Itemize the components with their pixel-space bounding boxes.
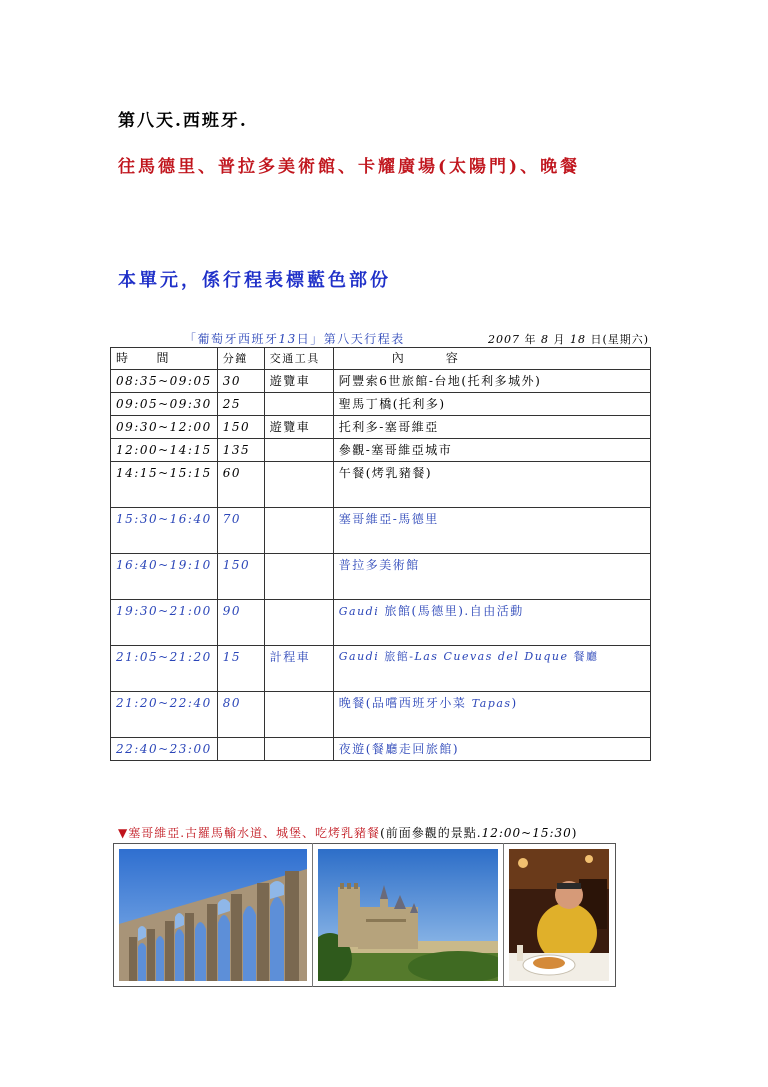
caption-close: ) — [571, 826, 578, 840]
table-row — [111, 370, 651, 393]
table-header-row — [111, 348, 651, 370]
content-restaurant: 餐廳 — [573, 650, 599, 663]
content-gaudi: Gaudi — [338, 650, 380, 663]
content-restaurant-name: Las Cuevas del Duque — [414, 650, 569, 663]
cell-transport: 計程車 — [264, 646, 333, 692]
date-year-char: 年 — [524, 333, 537, 346]
cell-transport — [264, 393, 333, 416]
date-month: 8 — [541, 333, 549, 346]
cell-content: 午餐(烤乳豬餐) — [333, 462, 650, 508]
cell-time: 21:05~21:20 — [111, 646, 218, 692]
cell-content — [333, 646, 650, 692]
cell-transport — [264, 600, 333, 646]
cell-minutes: 150 — [217, 416, 264, 439]
content-gaudi: Gaudi — [338, 605, 380, 618]
table-row — [111, 416, 651, 439]
cell-content: 參觀-塞哥維亞城市 — [333, 439, 650, 462]
castle-photo — [318, 849, 498, 981]
table-row — [111, 554, 651, 600]
header-content: 內 容 — [333, 348, 650, 370]
cell-transport — [264, 554, 333, 600]
table-row — [111, 393, 651, 416]
schedule-title-days: 13 — [278, 332, 297, 346]
table-row — [111, 439, 651, 462]
day-title: 第八天.西班牙. — [118, 111, 248, 131]
table-row — [111, 600, 651, 646]
table-row — [111, 508, 651, 554]
cell-content: 夜遊(餐廳走回旅館) — [333, 738, 650, 761]
cell-time: 14:15~15:15 — [111, 462, 218, 508]
cell-transport: 遊覽車 — [264, 416, 333, 439]
cell-minutes: 90 — [217, 600, 264, 646]
schedule-date — [488, 331, 649, 347]
cell-content — [333, 600, 650, 646]
cell-minutes: 15 — [217, 646, 264, 692]
cell-content — [333, 692, 650, 738]
cell-time: 12:00~14:15 — [111, 439, 218, 462]
cell-time: 08:35~09:05 — [111, 370, 218, 393]
cell-minutes: 60 — [217, 462, 264, 508]
schedule-title — [184, 330, 405, 347]
cell-transport — [264, 508, 333, 554]
cell-content: 普拉多美術館 — [333, 554, 650, 600]
cell-minutes: 80 — [217, 692, 264, 738]
date-tail: 日(星期六) — [590, 333, 650, 346]
route-heading: 往馬德里、普拉多美術館、卡耀廣場(太陽門)、晚餐 — [118, 157, 581, 177]
cell-transport — [264, 738, 333, 761]
cell-time: 22:40~23:00 — [111, 738, 218, 761]
cell-time: 09:30~12:00 — [111, 416, 218, 439]
schedule-table — [110, 347, 651, 761]
photo-caption — [118, 824, 577, 841]
cell-content: 塞哥維亞-馬德里 — [333, 508, 650, 554]
header-transport: 交通工具 — [264, 348, 333, 370]
cell-minutes: 25 — [217, 393, 264, 416]
cell-minutes: 70 — [217, 508, 264, 554]
cell-time: 09:05~09:30 — [111, 393, 218, 416]
caption-black: (前面參觀的景點. — [380, 826, 482, 840]
cell-time: 19:30~21:00 — [111, 600, 218, 646]
date-day: 18 — [570, 333, 586, 346]
table-row — [111, 646, 651, 692]
cell-minutes — [217, 738, 264, 761]
schedule-title-right: 日」第八天行程表 — [296, 332, 405, 346]
cell-content: 托利多-塞哥維亞 — [333, 416, 650, 439]
cell-time: 21:20~22:40 — [111, 692, 218, 738]
content-close: ) — [511, 696, 518, 710]
cell-transport — [264, 692, 333, 738]
date-year: 2007 — [488, 333, 520, 346]
cell-transport — [264, 439, 333, 462]
photo-divider — [503, 843, 504, 987]
dinner-photo — [509, 849, 609, 981]
cell-time: 16:40~19:10 — [111, 554, 218, 600]
table-row — [111, 692, 651, 738]
date-month-char: 月 — [553, 333, 566, 346]
photo-divider — [312, 843, 313, 987]
schedule-title-left: 「葡萄牙西班牙 — [184, 332, 279, 346]
cell-transport — [264, 462, 333, 508]
caption-red: 塞哥維亞.古羅馬輸水道、城堡、吃烤乳豬餐 — [128, 826, 381, 840]
unit-note: 本單元，係行程表標藍色部份 — [118, 270, 391, 291]
content-dinner: 晚餐(品嚐西班牙小菜 — [338, 696, 467, 710]
header-minutes: 分鐘 — [217, 348, 264, 370]
cell-minutes: 30 — [217, 370, 264, 393]
cell-transport: 遊覽車 — [264, 370, 333, 393]
caption-time: 12:00~15:30 — [481, 826, 572, 840]
cell-content: 阿豐索6世旅館-台地(托利多城外) — [333, 370, 650, 393]
content-tapas: Tapas — [471, 697, 512, 710]
content-rest: 旅館(馬德里).自由活動 — [384, 604, 524, 618]
cell-minutes: 135 — [217, 439, 264, 462]
content-hotel: 旅館- — [384, 650, 415, 663]
triangle-marker-icon: ▼ — [118, 826, 129, 840]
cell-minutes: 150 — [217, 554, 264, 600]
table-row — [111, 738, 651, 761]
table-row — [111, 462, 651, 508]
aqueduct-photo — [119, 849, 307, 981]
cell-time: 15:30~16:40 — [111, 508, 218, 554]
header-time: 時 間 — [111, 348, 218, 370]
cell-content: 聖馬丁橋(托利多) — [333, 393, 650, 416]
